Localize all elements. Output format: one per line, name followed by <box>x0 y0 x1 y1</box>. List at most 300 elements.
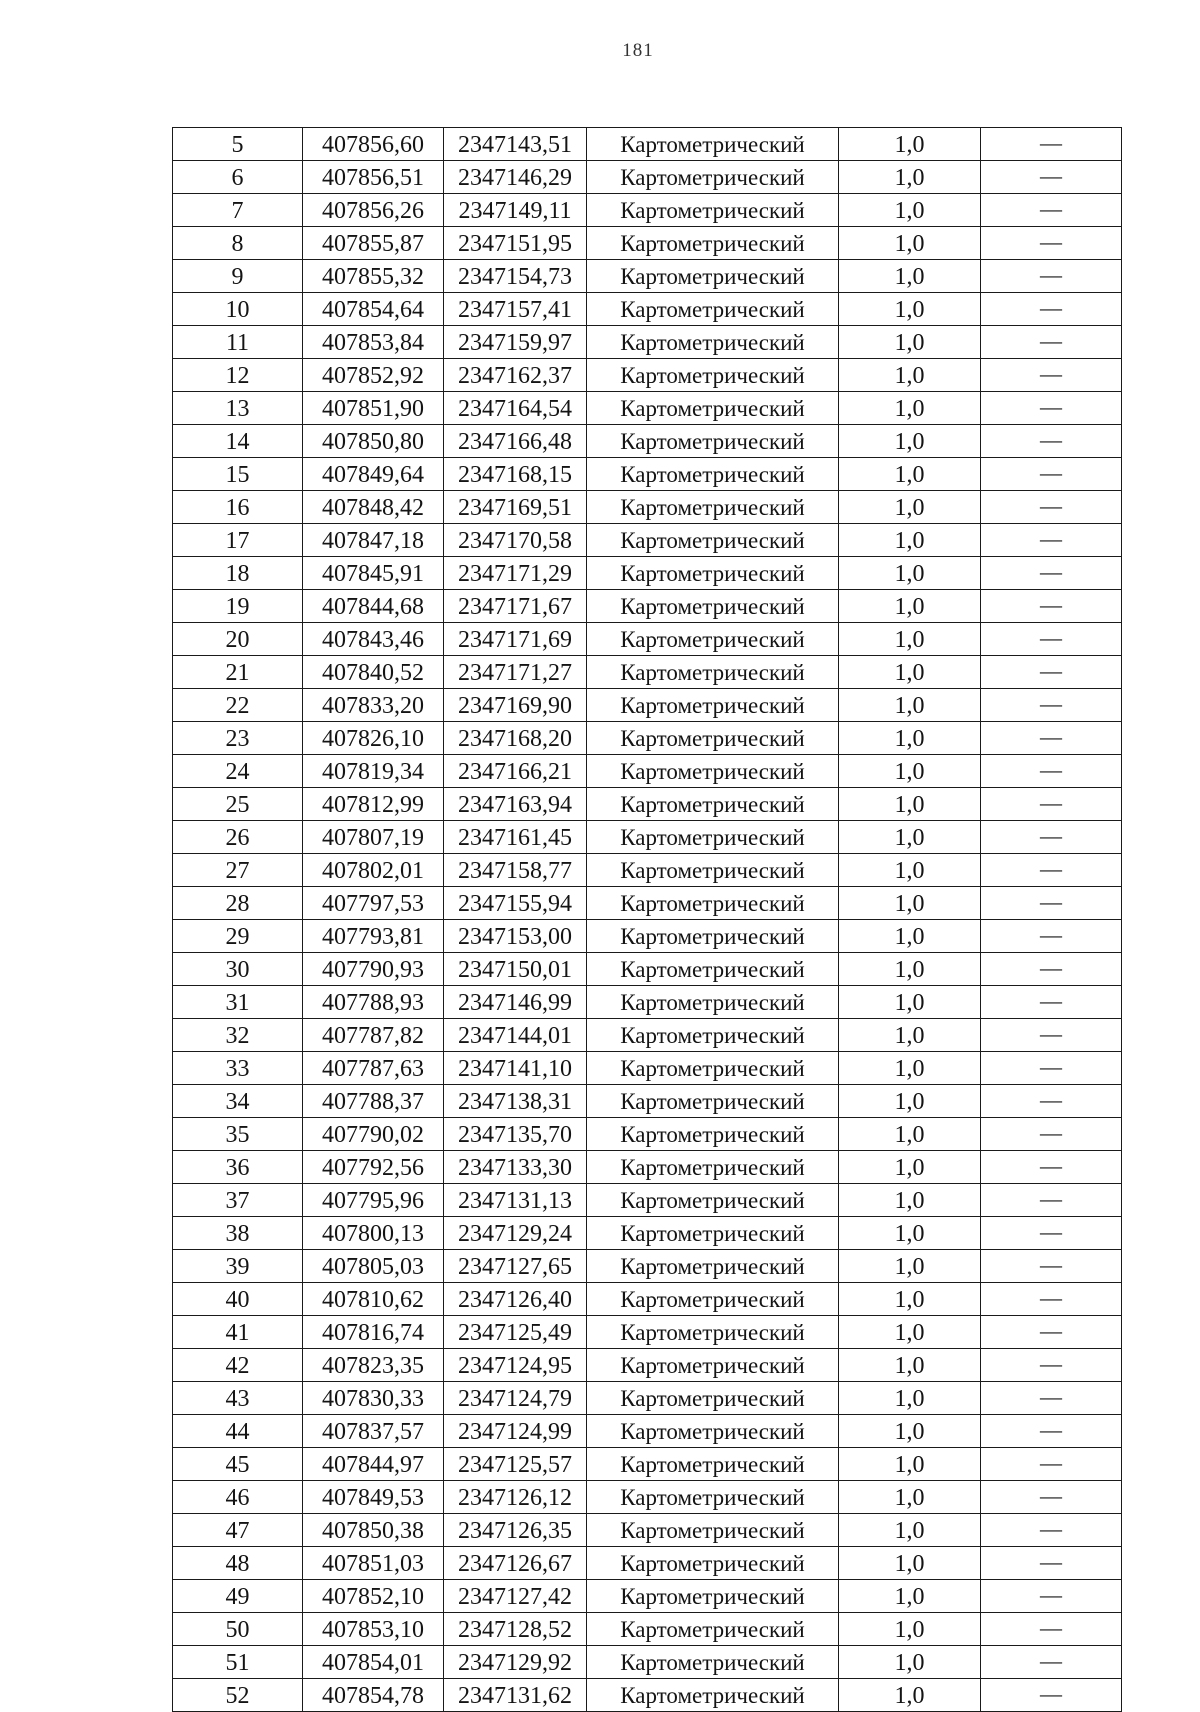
note-cell: — <box>981 1217 1122 1250</box>
y-coordinate-cell: 2347171,27 <box>444 656 587 689</box>
point-number-cell: 51 <box>173 1646 303 1679</box>
x-coordinate-cell: 407847,18 <box>303 524 444 557</box>
point-number-cell: 18 <box>173 557 303 590</box>
point-number-cell: 14 <box>173 425 303 458</box>
note-cell: — <box>981 1184 1122 1217</box>
point-number-cell: 38 <box>173 1217 303 1250</box>
accuracy-cell: 1,0 <box>839 689 981 722</box>
method-cell: Картометрический <box>587 194 839 227</box>
x-coordinate-cell: 407844,97 <box>303 1448 444 1481</box>
table-row <box>173 128 1122 161</box>
point-number-cell: 10 <box>173 293 303 326</box>
note-cell: — <box>981 1415 1122 1448</box>
note-cell: — <box>981 1613 1122 1646</box>
accuracy-cell: 1,0 <box>839 1118 981 1151</box>
method-cell: Картометрический <box>587 1019 839 1052</box>
accuracy-cell: 1,0 <box>839 755 981 788</box>
point-number-cell: 40 <box>173 1283 303 1316</box>
method-cell: Картометрический <box>587 887 839 920</box>
point-number-cell: 20 <box>173 623 303 656</box>
accuracy-cell: 1,0 <box>839 1613 981 1646</box>
point-number-cell: 25 <box>173 788 303 821</box>
point-number-cell: 23 <box>173 722 303 755</box>
y-coordinate-cell: 2347171,67 <box>444 590 587 623</box>
table-row <box>173 1415 1122 1448</box>
accuracy-cell: 1,0 <box>839 656 981 689</box>
y-coordinate-cell: 2347124,95 <box>444 1349 587 1382</box>
note-cell: — <box>981 491 1122 524</box>
point-number-cell: 47 <box>173 1514 303 1547</box>
accuracy-cell: 1,0 <box>839 128 981 161</box>
method-cell: Картометрический <box>587 1613 839 1646</box>
accuracy-cell: 1,0 <box>839 1448 981 1481</box>
accuracy-cell: 1,0 <box>839 1283 981 1316</box>
note-cell: — <box>981 161 1122 194</box>
accuracy-cell: 1,0 <box>839 1349 981 1382</box>
accuracy-cell: 1,0 <box>839 1514 981 1547</box>
x-coordinate-cell: 407807,19 <box>303 821 444 854</box>
x-coordinate-cell: 407852,10 <box>303 1580 444 1613</box>
y-coordinate-cell: 2347166,48 <box>444 425 587 458</box>
accuracy-cell: 1,0 <box>839 920 981 953</box>
table-row <box>173 1613 1122 1646</box>
x-coordinate-cell: 407837,57 <box>303 1415 444 1448</box>
point-number-cell: 34 <box>173 1085 303 1118</box>
note-cell: — <box>981 689 1122 722</box>
point-number-cell: 22 <box>173 689 303 722</box>
table-row <box>173 1514 1122 1547</box>
table-row <box>173 1481 1122 1514</box>
table-row <box>173 722 1122 755</box>
y-coordinate-cell: 2347166,21 <box>444 755 587 788</box>
point-number-cell: 35 <box>173 1118 303 1151</box>
point-number-cell: 11 <box>173 326 303 359</box>
point-number-cell: 9 <box>173 260 303 293</box>
method-cell: Картометрический <box>587 1481 839 1514</box>
note-cell: — <box>981 1382 1122 1415</box>
x-coordinate-cell: 407849,53 <box>303 1481 444 1514</box>
method-cell: Картометрический <box>587 293 839 326</box>
point-number-cell: 30 <box>173 953 303 986</box>
table-row <box>173 821 1122 854</box>
table-row <box>173 1349 1122 1382</box>
accuracy-cell: 1,0 <box>839 425 981 458</box>
method-cell: Картометрический <box>587 722 839 755</box>
method-cell: Картометрический <box>587 1052 839 1085</box>
accuracy-cell: 1,0 <box>839 227 981 260</box>
x-coordinate-cell: 407833,20 <box>303 689 444 722</box>
x-coordinate-cell: 407792,56 <box>303 1151 444 1184</box>
note-cell: — <box>981 953 1122 986</box>
x-coordinate-cell: 407816,74 <box>303 1316 444 1349</box>
y-coordinate-cell: 2347171,69 <box>444 623 587 656</box>
note-cell: — <box>981 722 1122 755</box>
x-coordinate-cell: 407802,01 <box>303 854 444 887</box>
accuracy-cell: 1,0 <box>839 1052 981 1085</box>
method-cell: Картометрический <box>587 557 839 590</box>
note-cell: — <box>981 1448 1122 1481</box>
x-coordinate-cell: 407795,96 <box>303 1184 444 1217</box>
y-coordinate-cell: 2347126,12 <box>444 1481 587 1514</box>
accuracy-cell: 1,0 <box>839 1085 981 1118</box>
table-row <box>173 1052 1122 1085</box>
point-number-cell: 8 <box>173 227 303 260</box>
coordinates-table-body <box>173 128 1122 1712</box>
table-row <box>173 1283 1122 1316</box>
accuracy-cell: 1,0 <box>839 326 981 359</box>
y-coordinate-cell: 2347133,30 <box>444 1151 587 1184</box>
note-cell: — <box>981 1679 1122 1712</box>
note-cell: — <box>981 458 1122 491</box>
accuracy-cell: 1,0 <box>839 1547 981 1580</box>
x-coordinate-cell: 407788,93 <box>303 986 444 1019</box>
accuracy-cell: 1,0 <box>839 1019 981 1052</box>
x-coordinate-cell: 407855,32 <box>303 260 444 293</box>
x-coordinate-cell: 407853,84 <box>303 326 444 359</box>
accuracy-cell: 1,0 <box>839 1481 981 1514</box>
accuracy-cell: 1,0 <box>839 1415 981 1448</box>
x-coordinate-cell: 407793,81 <box>303 920 444 953</box>
note-cell: — <box>981 1547 1122 1580</box>
y-coordinate-cell: 2347149,11 <box>444 194 587 227</box>
accuracy-cell: 1,0 <box>839 1217 981 1250</box>
x-coordinate-cell: 407823,35 <box>303 1349 444 1382</box>
y-coordinate-cell: 2347127,42 <box>444 1580 587 1613</box>
accuracy-cell: 1,0 <box>839 722 981 755</box>
note-cell: — <box>981 524 1122 557</box>
note-cell: — <box>981 1085 1122 1118</box>
accuracy-cell: 1,0 <box>839 887 981 920</box>
note-cell: — <box>981 1316 1122 1349</box>
accuracy-cell: 1,0 <box>839 854 981 887</box>
x-coordinate-cell: 407854,01 <box>303 1646 444 1679</box>
method-cell: Картометрический <box>587 1547 839 1580</box>
table-row <box>173 1118 1122 1151</box>
accuracy-cell: 1,0 <box>839 1184 981 1217</box>
point-number-cell: 43 <box>173 1382 303 1415</box>
method-cell: Картометрический <box>587 359 839 392</box>
x-coordinate-cell: 407844,68 <box>303 590 444 623</box>
x-coordinate-cell: 407852,92 <box>303 359 444 392</box>
accuracy-cell: 1,0 <box>839 293 981 326</box>
point-number-cell: 33 <box>173 1052 303 1085</box>
method-cell: Картометрический <box>587 1250 839 1283</box>
point-number-cell: 24 <box>173 755 303 788</box>
table-row <box>173 194 1122 227</box>
method-cell: Картометрический <box>587 392 839 425</box>
x-coordinate-cell: 407854,78 <box>303 1679 444 1712</box>
x-coordinate-cell: 407810,62 <box>303 1283 444 1316</box>
x-coordinate-cell: 407854,64 <box>303 293 444 326</box>
note-cell: — <box>981 326 1122 359</box>
x-coordinate-cell: 407788,37 <box>303 1085 444 1118</box>
note-cell: — <box>981 1481 1122 1514</box>
accuracy-cell: 1,0 <box>839 788 981 821</box>
point-number-cell: 44 <box>173 1415 303 1448</box>
note-cell: — <box>981 1580 1122 1613</box>
point-number-cell: 41 <box>173 1316 303 1349</box>
note-cell: — <box>981 1514 1122 1547</box>
table-row <box>173 1646 1122 1679</box>
method-cell: Картометрический <box>587 1118 839 1151</box>
table-row <box>173 326 1122 359</box>
method-cell: Картометрический <box>587 227 839 260</box>
method-cell: Картометрический <box>587 1382 839 1415</box>
x-coordinate-cell: 407856,26 <box>303 194 444 227</box>
note-cell: — <box>981 293 1122 326</box>
table-row <box>173 755 1122 788</box>
note-cell: — <box>981 128 1122 161</box>
point-number-cell: 21 <box>173 656 303 689</box>
y-coordinate-cell: 2347144,01 <box>444 1019 587 1052</box>
point-number-cell: 49 <box>173 1580 303 1613</box>
y-coordinate-cell: 2347163,94 <box>444 788 587 821</box>
accuracy-cell: 1,0 <box>839 1646 981 1679</box>
x-coordinate-cell: 407805,03 <box>303 1250 444 1283</box>
y-coordinate-cell: 2347129,24 <box>444 1217 587 1250</box>
note-cell: — <box>981 1151 1122 1184</box>
method-cell: Картометрический <box>587 623 839 656</box>
y-coordinate-cell: 2347146,29 <box>444 161 587 194</box>
table-row <box>173 623 1122 656</box>
note-cell: — <box>981 821 1122 854</box>
method-cell: Картометрический <box>587 128 839 161</box>
point-number-cell: 39 <box>173 1250 303 1283</box>
table-row <box>173 920 1122 953</box>
accuracy-cell: 1,0 <box>839 557 981 590</box>
point-number-cell: 12 <box>173 359 303 392</box>
table-row <box>173 1382 1122 1415</box>
y-coordinate-cell: 2347128,52 <box>444 1613 587 1646</box>
note-cell: — <box>981 359 1122 392</box>
note-cell: — <box>981 887 1122 920</box>
y-coordinate-cell: 2347164,54 <box>444 392 587 425</box>
y-coordinate-cell: 2347127,65 <box>444 1250 587 1283</box>
table-row <box>173 1316 1122 1349</box>
method-cell: Картометрический <box>587 788 839 821</box>
y-coordinate-cell: 2347153,00 <box>444 920 587 953</box>
y-coordinate-cell: 2347135,70 <box>444 1118 587 1151</box>
note-cell: — <box>981 557 1122 590</box>
point-number-cell: 37 <box>173 1184 303 1217</box>
x-coordinate-cell: 407843,46 <box>303 623 444 656</box>
point-number-cell: 5 <box>173 128 303 161</box>
table-row <box>173 1679 1122 1712</box>
x-coordinate-cell: 407849,64 <box>303 458 444 491</box>
accuracy-cell: 1,0 <box>839 623 981 656</box>
x-coordinate-cell: 407850,80 <box>303 425 444 458</box>
method-cell: Картометрический <box>587 1151 839 1184</box>
method-cell: Картометрический <box>587 1349 839 1382</box>
method-cell: Картометрический <box>587 458 839 491</box>
y-coordinate-cell: 2347168,15 <box>444 458 587 491</box>
note-cell: — <box>981 392 1122 425</box>
point-number-cell: 13 <box>173 392 303 425</box>
y-coordinate-cell: 2347129,92 <box>444 1646 587 1679</box>
method-cell: Картометрический <box>587 260 839 293</box>
note-cell: — <box>981 1250 1122 1283</box>
y-coordinate-cell: 2347131,62 <box>444 1679 587 1712</box>
accuracy-cell: 1,0 <box>839 524 981 557</box>
method-cell: Картометрический <box>587 656 839 689</box>
method-cell: Картометрический <box>587 425 839 458</box>
y-coordinate-cell: 2347159,97 <box>444 326 587 359</box>
point-number-cell: 6 <box>173 161 303 194</box>
table-row <box>173 788 1122 821</box>
point-number-cell: 15 <box>173 458 303 491</box>
note-cell: — <box>981 194 1122 227</box>
accuracy-cell: 1,0 <box>839 1151 981 1184</box>
method-cell: Картометрический <box>587 1217 839 1250</box>
x-coordinate-cell: 407850,38 <box>303 1514 444 1547</box>
method-cell: Картометрический <box>587 491 839 524</box>
accuracy-cell: 1,0 <box>839 392 981 425</box>
y-coordinate-cell: 2347143,51 <box>444 128 587 161</box>
y-coordinate-cell: 2347154,73 <box>444 260 587 293</box>
y-coordinate-cell: 2347141,10 <box>444 1052 587 1085</box>
method-cell: Картометрический <box>587 854 839 887</box>
table-row <box>173 392 1122 425</box>
note-cell: — <box>981 623 1122 656</box>
method-cell: Картометрический <box>587 1514 839 1547</box>
y-coordinate-cell: 2347138,31 <box>444 1085 587 1118</box>
x-coordinate-cell: 407790,02 <box>303 1118 444 1151</box>
table-row <box>173 590 1122 623</box>
x-coordinate-cell: 407853,10 <box>303 1613 444 1646</box>
y-coordinate-cell: 2347125,57 <box>444 1448 587 1481</box>
method-cell: Картометрический <box>587 821 839 854</box>
table-row <box>173 1448 1122 1481</box>
note-cell: — <box>981 1283 1122 1316</box>
table-row <box>173 656 1122 689</box>
note-cell: — <box>981 788 1122 821</box>
method-cell: Картометрический <box>587 1085 839 1118</box>
table-row <box>173 953 1122 986</box>
note-cell: — <box>981 656 1122 689</box>
accuracy-cell: 1,0 <box>839 1580 981 1613</box>
x-coordinate-cell: 407819,34 <box>303 755 444 788</box>
method-cell: Картометрический <box>587 689 839 722</box>
accuracy-cell: 1,0 <box>839 1679 981 1712</box>
y-coordinate-cell: 2347161,45 <box>444 821 587 854</box>
y-coordinate-cell: 2347150,01 <box>444 953 587 986</box>
accuracy-cell: 1,0 <box>839 1316 981 1349</box>
table-row <box>173 425 1122 458</box>
coordinates-table <box>172 127 1122 1712</box>
method-cell: Картометрический <box>587 1283 839 1316</box>
point-number-cell: 19 <box>173 590 303 623</box>
point-number-cell: 45 <box>173 1448 303 1481</box>
y-coordinate-cell: 2347126,40 <box>444 1283 587 1316</box>
table-row <box>173 689 1122 722</box>
table-row <box>173 1151 1122 1184</box>
table-row <box>173 458 1122 491</box>
y-coordinate-cell: 2347124,79 <box>444 1382 587 1415</box>
table-row <box>173 1580 1122 1613</box>
y-coordinate-cell: 2347131,13 <box>444 1184 587 1217</box>
method-cell: Картометрический <box>587 920 839 953</box>
note-cell: — <box>981 425 1122 458</box>
method-cell: Картометрический <box>587 1580 839 1613</box>
y-coordinate-cell: 2347125,49 <box>444 1316 587 1349</box>
note-cell: — <box>981 1019 1122 1052</box>
accuracy-cell: 1,0 <box>839 260 981 293</box>
method-cell: Картометрический <box>587 1646 839 1679</box>
y-coordinate-cell: 2347126,35 <box>444 1514 587 1547</box>
table-row <box>173 260 1122 293</box>
note-cell: — <box>981 227 1122 260</box>
table-row <box>173 524 1122 557</box>
method-cell: Картометрический <box>587 161 839 194</box>
x-coordinate-cell: 407797,53 <box>303 887 444 920</box>
accuracy-cell: 1,0 <box>839 161 981 194</box>
x-coordinate-cell: 407840,52 <box>303 656 444 689</box>
point-number-cell: 26 <box>173 821 303 854</box>
x-coordinate-cell: 407855,87 <box>303 227 444 260</box>
accuracy-cell: 1,0 <box>839 458 981 491</box>
table-row <box>173 887 1122 920</box>
accuracy-cell: 1,0 <box>839 491 981 524</box>
note-cell: — <box>981 755 1122 788</box>
point-number-cell: 42 <box>173 1349 303 1382</box>
note-cell: — <box>981 986 1122 1019</box>
note-cell: — <box>981 1646 1122 1679</box>
point-number-cell: 27 <box>173 854 303 887</box>
x-coordinate-cell: 407790,93 <box>303 953 444 986</box>
method-cell: Картометрический <box>587 1316 839 1349</box>
note-cell: — <box>981 1349 1122 1382</box>
table-row <box>173 491 1122 524</box>
point-number-cell: 7 <box>173 194 303 227</box>
x-coordinate-cell: 407787,63 <box>303 1052 444 1085</box>
point-number-cell: 29 <box>173 920 303 953</box>
x-coordinate-cell: 407848,42 <box>303 491 444 524</box>
method-cell: Картометрический <box>587 755 839 788</box>
note-cell: — <box>981 920 1122 953</box>
point-number-cell: 16 <box>173 491 303 524</box>
table-row <box>173 854 1122 887</box>
accuracy-cell: 1,0 <box>839 986 981 1019</box>
method-cell: Картометрический <box>587 1679 839 1712</box>
accuracy-cell: 1,0 <box>839 1382 981 1415</box>
method-cell: Картометрический <box>587 1448 839 1481</box>
method-cell: Картометрический <box>587 326 839 359</box>
method-cell: Картометрический <box>587 986 839 1019</box>
point-number-cell: 52 <box>173 1679 303 1712</box>
x-coordinate-cell: 407851,03 <box>303 1547 444 1580</box>
x-coordinate-cell: 407845,91 <box>303 557 444 590</box>
accuracy-cell: 1,0 <box>839 359 981 392</box>
table-row <box>173 161 1122 194</box>
method-cell: Картометрический <box>587 590 839 623</box>
table-row <box>173 359 1122 392</box>
y-coordinate-cell: 2347155,94 <box>444 887 587 920</box>
method-cell: Картометрический <box>587 953 839 986</box>
note-cell: — <box>981 854 1122 887</box>
table-row <box>173 1217 1122 1250</box>
y-coordinate-cell: 2347162,37 <box>444 359 587 392</box>
table-row <box>173 1250 1122 1283</box>
x-coordinate-cell: 407787,82 <box>303 1019 444 1052</box>
note-cell: — <box>981 260 1122 293</box>
y-coordinate-cell: 2347168,20 <box>444 722 587 755</box>
accuracy-cell: 1,0 <box>839 821 981 854</box>
point-number-cell: 46 <box>173 1481 303 1514</box>
note-cell: — <box>981 1052 1122 1085</box>
y-coordinate-cell: 2347170,58 <box>444 524 587 557</box>
y-coordinate-cell: 2347171,29 <box>444 557 587 590</box>
x-coordinate-cell: 407812,99 <box>303 788 444 821</box>
